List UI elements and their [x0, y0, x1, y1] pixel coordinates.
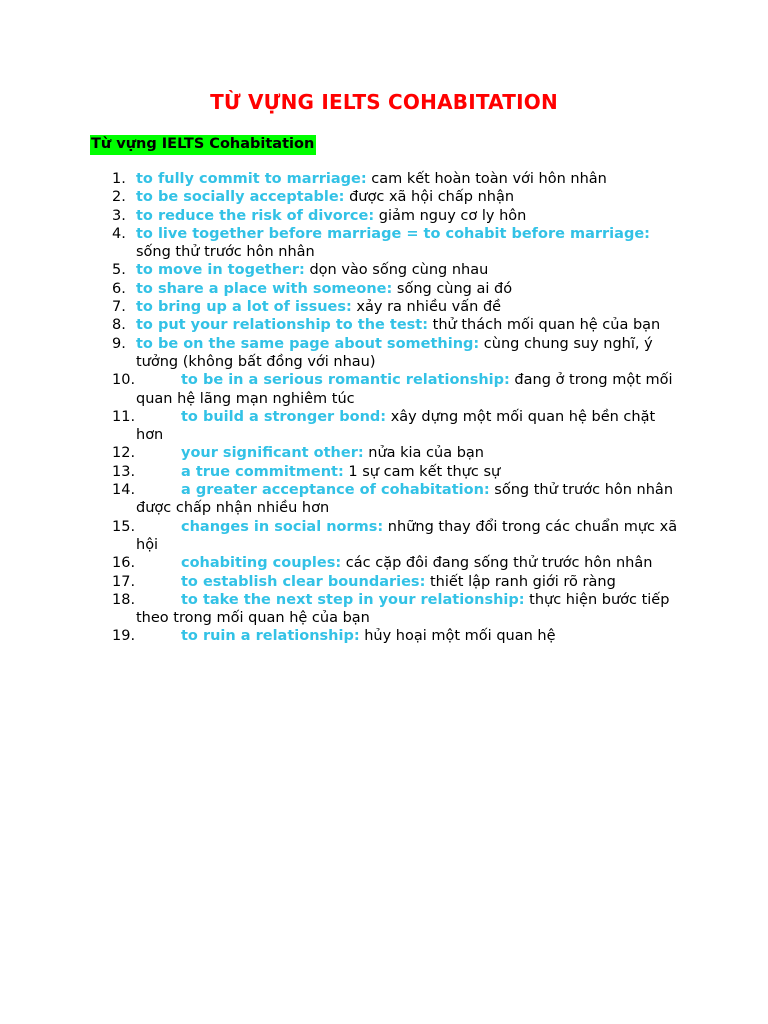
item-number: 17. [112, 573, 136, 590]
term: to bring up a lot of issues: [136, 299, 352, 316]
term: to build a stronger bond: [181, 408, 387, 425]
item-number: 13. [112, 463, 136, 480]
vocabulary-list [0, 170, 768, 646]
list-item [0, 188, 768, 206]
meaning: xảy ra nhiều vấn đề [351, 299, 502, 316]
item-number: 10. [112, 372, 136, 389]
term: to establish clear boundaries: [181, 573, 426, 590]
meaning: hủy hoại một mối quan hệ [359, 628, 556, 645]
item-number: 1. [112, 171, 126, 187]
term: to live together before marriage = to cohabit before marriage: [136, 225, 650, 242]
list-item [0, 518, 768, 555]
meaning: cùng chung suy nghĩ, ý tưởng (không bất đồng với nhau) [136, 335, 653, 370]
item-number: 7. [112, 299, 126, 316]
page-title: TỪ VỰNG IELTS COHABITATION [210, 90, 558, 114]
item-number: 16. [112, 555, 136, 572]
meaning: sống thử trước hôn nhân được chấp nhận nhiều hơn [136, 482, 674, 517]
meaning: dọn vào sống cùng nhau [304, 262, 489, 279]
item-number: 14. [112, 482, 136, 499]
meaning: thử thách mối quan hệ của bạn [428, 317, 661, 334]
list-item [0, 298, 768, 316]
term: cohabiting couples: [181, 555, 342, 572]
meaning: nửa kia của bạn [363, 445, 484, 462]
list-item [0, 573, 768, 591]
term: to move in together: [136, 262, 305, 279]
term: your significant other: [181, 445, 364, 462]
meaning: thực hiện bước tiếp theo trong mối quan hệ của bạn [136, 591, 670, 627]
list-item [0, 261, 768, 279]
list-item [0, 627, 768, 645]
item-number: 12. [112, 445, 136, 462]
meaning: xây dựng một mối quan hệ bền chặt hơn [136, 408, 656, 444]
list-item [0, 225, 768, 262]
term: to fully commit to marriage: [136, 171, 367, 187]
item-number: 3. [112, 207, 126, 224]
item-number: 4. [112, 225, 126, 242]
list-item [0, 316, 768, 334]
term: to share a place with someone: [136, 280, 393, 297]
meaning: những thay đổi trong các chuẩn mực xã hội [136, 518, 678, 553]
list-item [0, 280, 768, 298]
item-number: 19. [112, 628, 136, 645]
term: to be socially acceptable: [136, 189, 345, 206]
term: to be on the same page about something: [136, 335, 480, 352]
term: to put your relationship to the test: [136, 317, 429, 334]
term: to ruin a relationship: [181, 628, 360, 645]
item-number: 6. [112, 280, 126, 297]
list-item [0, 554, 768, 572]
term: to reduce the risk of divorce: [136, 207, 375, 224]
meaning: giảm nguy cơ ly hôn [374, 207, 527, 224]
list-item [0, 463, 768, 481]
term: a greater acceptance of cohabitation: [181, 482, 490, 499]
term: to take the next step in your relationship: [181, 591, 525, 608]
meaning: thiết lập ranh giới rõ ràng [425, 573, 616, 590]
meaning: được xã hội chấp nhận [344, 189, 515, 206]
item-number: 2. [112, 189, 126, 206]
term: changes in social norms: [181, 518, 384, 535]
item-number: 11. [112, 408, 136, 425]
list-item [0, 207, 768, 225]
list-item [0, 591, 768, 628]
list-item [0, 170, 768, 188]
meaning: các cặp đôi đang sống thử trước hôn nhân [341, 555, 653, 572]
item-number: 18. [112, 591, 136, 608]
meaning: 1 sự cam kết thực sự [343, 463, 501, 480]
list-item [0, 408, 768, 445]
list-item [0, 481, 768, 518]
meaning: cam kết hoàn toàn với hôn nhân [366, 171, 607, 187]
item-number: 8. [112, 317, 126, 334]
list-item [0, 371, 768, 408]
item-number: 5. [112, 262, 126, 279]
list-item [0, 335, 768, 372]
meaning: đang ở trong một mối quan hệ lãng mạn nghiêm túc [136, 372, 673, 407]
term: to be in a serious romantic relationship: [181, 372, 510, 389]
list-item [0, 444, 768, 462]
section-heading: Từ vựng IELTS Cohabitation [90, 135, 316, 155]
meaning: sống thử trước hôn nhân [136, 244, 315, 261]
item-number: 15. [112, 518, 136, 535]
term: a true commitment: [181, 463, 344, 480]
item-number: 9. [112, 335, 126, 352]
meaning: sống cùng ai đó [392, 280, 513, 297]
